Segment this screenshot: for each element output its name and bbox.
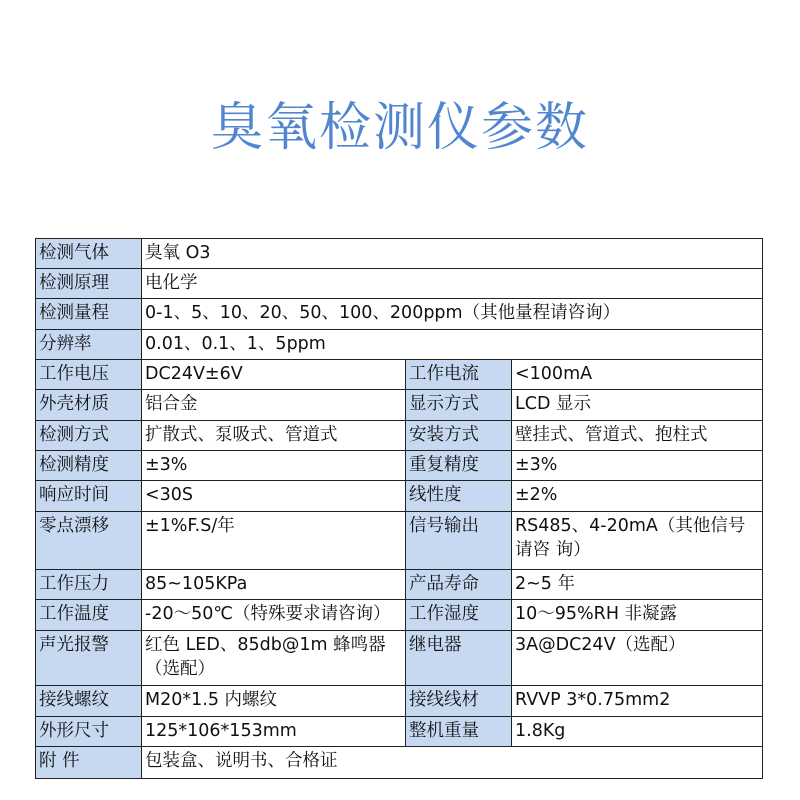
table-row: [36, 512, 763, 570]
spec-label: 工作温度: [36, 600, 142, 631]
spec-label: 声光报警: [36, 631, 142, 686]
table-row: [36, 631, 763, 686]
spec-label: 分辨率: [36, 330, 142, 360]
spec-label: 显示方式: [406, 390, 512, 421]
table-row: [36, 747, 763, 779]
spec-label: 信号输出: [406, 512, 512, 570]
spec-label: 检测方式: [36, 421, 142, 451]
spec-value: RS485、4-20mA（其他信号请咨 询）: [512, 512, 763, 570]
spec-value: LCD 显示: [512, 390, 763, 421]
spec-value: M20*1.5 内螺纹: [142, 686, 406, 717]
spec-value: 85~105KPa: [142, 570, 406, 600]
spec-value: 铝合金: [142, 390, 406, 421]
spec-label: 检测原理: [36, 269, 142, 299]
spec-table: [35, 238, 763, 779]
table-row: [36, 481, 763, 512]
spec-value: RVVP 3*0.75mm2: [512, 686, 763, 717]
spec-label: 产品寿命: [406, 570, 512, 600]
spec-label: 工作压力: [36, 570, 142, 600]
spec-label: 继电器: [406, 631, 512, 686]
spec-value: 红色 LED、85db@1m 蜂鸣器（选配）: [142, 631, 406, 686]
spec-label: 检测气体: [36, 239, 142, 269]
table-row: [36, 360, 763, 390]
table-row: [36, 330, 763, 360]
spec-value: 125*106*153mm: [142, 717, 406, 747]
spec-value: 1.8Kg: [512, 717, 763, 747]
table-row: [36, 390, 763, 421]
table-row: [36, 717, 763, 747]
spec-label: 重复精度: [406, 451, 512, 481]
table-row: [36, 451, 763, 481]
spec-value: 3A@DC24V（选配）: [512, 631, 763, 686]
spec-value: <100mA: [512, 360, 763, 390]
spec-label: 检测量程: [36, 299, 142, 330]
spec-label: 附 件: [36, 747, 142, 779]
spec-label: 线性度: [406, 481, 512, 512]
spec-label: 响应时间: [36, 481, 142, 512]
spec-value: 电化学: [142, 269, 763, 299]
spec-label: 检测精度: [36, 451, 142, 481]
spec-value: 壁挂式、管道式、抱柱式: [512, 421, 763, 451]
spec-value: <30S: [142, 481, 406, 512]
spec-value: 0.01、0.1、1、5ppm: [142, 330, 763, 360]
spec-value: ±1%F.S/年: [142, 512, 406, 570]
page-title: 臭氧检测仪参数: [210, 98, 589, 158]
spec-label: 外形尺寸: [36, 717, 142, 747]
spec-value: DC24V±6V: [142, 360, 406, 390]
table-row: [36, 570, 763, 600]
spec-label: 接线线材: [406, 686, 512, 717]
spec-label: 接线螺纹: [36, 686, 142, 717]
spec-value: 扩散式、泵吸式、管道式: [142, 421, 406, 451]
spec-label: 工作电流: [406, 360, 512, 390]
spec-value: ±2%: [512, 481, 763, 512]
spec-value: 臭氧 O3: [142, 239, 763, 269]
spec-label: 外壳材质: [36, 390, 142, 421]
spec-value: 包装盒、说明书、合格证: [142, 747, 763, 779]
table-row: [36, 600, 763, 631]
spec-value: -20～50℃（特殊要求请咨询）: [142, 600, 406, 631]
table-row: [36, 239, 763, 269]
spec-value: 2~5 年: [512, 570, 763, 600]
spec-value: ±3%: [512, 451, 763, 481]
spec-label: 零点漂移: [36, 512, 142, 570]
spec-value: 10～95%RH 非凝露: [512, 600, 763, 631]
spec-value: ±3%: [142, 451, 406, 481]
spec-label: 工作湿度: [406, 600, 512, 631]
spec-label: 安装方式: [406, 421, 512, 451]
spec-label: 工作电压: [36, 360, 142, 390]
spec-value: 0-1、5、10、20、50、100、200ppm（其他量程请咨询）: [142, 299, 763, 330]
spec-label: 整机重量: [406, 717, 512, 747]
table-row: [36, 269, 763, 299]
table-row: [36, 686, 763, 717]
table-row: [36, 421, 763, 451]
table-row: [36, 299, 763, 330]
